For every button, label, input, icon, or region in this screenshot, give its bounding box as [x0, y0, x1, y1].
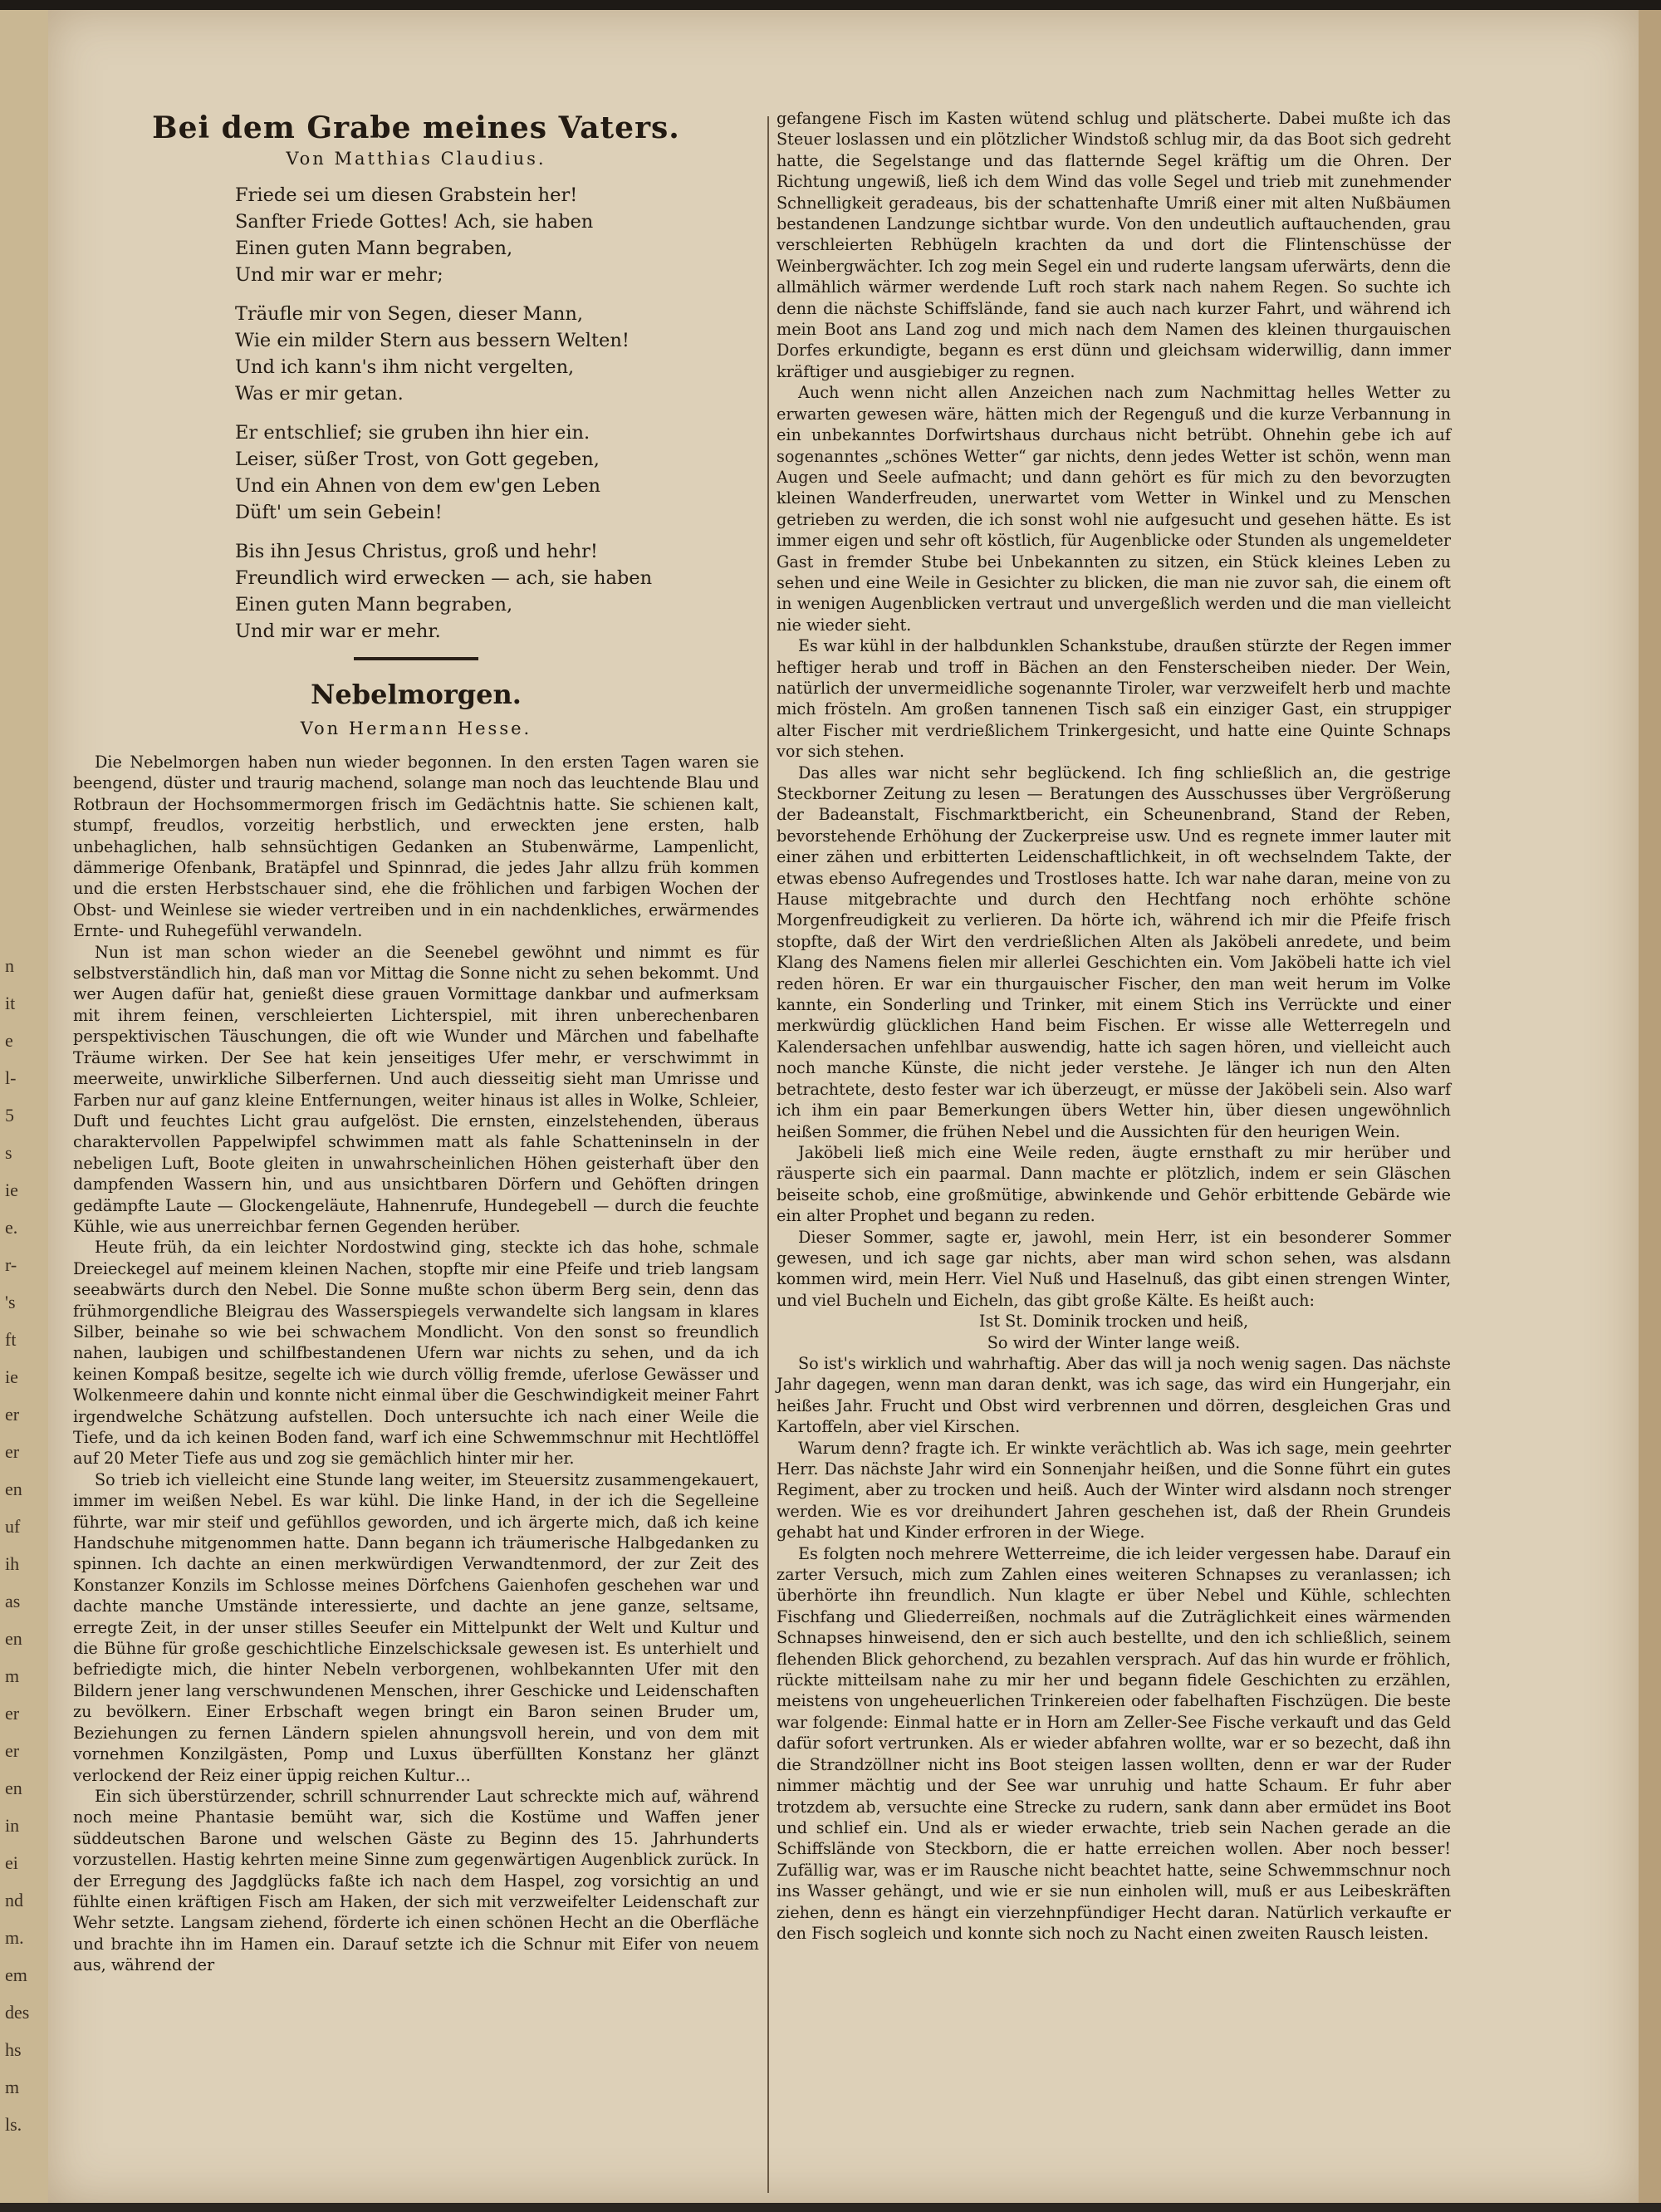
margin-fragment: it — [5, 993, 16, 1013]
poem-line: Düft' um sein Gebein! — [235, 502, 443, 523]
margin-fragment: er — [5, 1703, 20, 1724]
poem-line: Leiser, süßer Trost, von Gott gegeben, — [235, 449, 600, 470]
poem-line: Bis ihn Jesus Christus, groß und hehr! — [235, 541, 598, 562]
poem-line: Und mir war er mehr. — [235, 620, 441, 642]
margin-fragment: 's — [5, 1292, 16, 1312]
poem-line: Und ich kann's ihm nicht vergelten, — [235, 356, 575, 378]
margin-fragment: ft — [5, 1329, 17, 1350]
poem-author: Von Matthias Claudius. — [286, 149, 546, 169]
story-paragraph: Ein sich überstürzender, schrill schnurrender Laut schreckte mich auf, während noch meine Phantasie bemüht war, sich die Kostüme und Waffen jener süddeutschen Barone und welschen Gäste zu Beginn des 15. Jahrhunderts vorzustellen. Hastig kehrten meine Sinne zum gegenwärtigen Augenblick zurück. In der Erregung des Jagdglücks faßte ich nach dem Haspel, zog vorsichtig an und fühlte einen kräftigen Fisch am Haken, der sich mit verzweifelter Leidenschaft zur Wehr setzte. Langsam ziehend, förderte ich einen schönen Hecht an die Oberfläche und brachte ihn im Hamen ein. Darauf setzte ich die Schnur mit Eifer von neuem aus, während der — [73, 1786, 759, 1975]
margin-fragment: des — [5, 2002, 30, 2023]
story-paragraph: Auch wenn nicht allen Anzeichen nach zum Nachmittag helles Wetter zu erwarten gewesen wäre, hätten mich der Regenguß und die kurze Verbannung in ein unbekanntes Dorfwirtshaus durchaus nicht betrübt. Ohnehin gebe ich auf sogenanntes „schönes Wetter“ gar nichts, denn jedes Wetter ist schön, wenn man Augen und Seele aufmacht; und dann gehört es für mich zu den bevorzugten kleinen Wanderfreuden, unerwartet vom Wetter in Winkel und zu Menschen getrieben zu werden, die ich sonst wohl nie aufgesucht und gesehen hätte. Es ist immer eigen und sehr oft köstlich, für Augenblicke oder Stunden als ungemeldeter Gast in fremder Stube bei Unbekannten zu sitzen, ein Stück kleines Leben zu sehen und eine Weile in Gesichter zu blicken, die man nie zuvor sah, die einem oft in wenigen Augenblicken vertraut und unvergeßlich werden und die man vielleicht nie wieder sieht. — [777, 383, 1451, 635]
story-body-right — [777, 108, 1451, 1944]
right-column — [777, 108, 1451, 1944]
margin-fragment: nd — [5, 1890, 23, 1910]
story-paragraph: Warum denn? fragte ich. Er winkte verächtlich ab. Was ich sage, mein geehrter Herr. Das nächste Jahr wird ein Sonnenjahr heißen, und die Sonne führt ein gutes Regiment, aber zu trocken und heiß. Auch der Winter wird alsdann noch strenger werden. Wie es vor dreihundert Jahren geschehen ist, daß der Rhein Grundeis gehabt hat und Kinder erfroren in der Wiege. — [777, 1438, 1451, 1543]
margin-fragment: uf — [5, 1516, 21, 1537]
margin-fragment: en — [5, 1479, 22, 1499]
margin-fragment: ih — [5, 1553, 20, 1574]
margin-fragment: m — [5, 2077, 20, 2097]
weather-rhyme — [777, 1311, 1451, 1353]
section-divider — [354, 657, 478, 660]
margin-fragment: hs — [5, 2039, 22, 2060]
story-author: Von Hermann Hesse. — [300, 719, 532, 738]
margin-fragment: s — [5, 1142, 12, 1163]
poem-line: Und ein Ahnen von dem ew'gen Leben — [235, 475, 601, 497]
poem-stanza — [235, 301, 759, 407]
poem-stanza — [235, 419, 759, 526]
margin-fragment: n — [5, 955, 14, 976]
story-paragraph: Es war kühl in der halbdunklen Schankstube, draußen stürzte der Regen immer heftiger herab und troff in Bächen an den Fensterscheiben nieder. Der Wein, natürlich der unvermeidliche sogenannte Tiroler, war verzweifelt herb und machte mich frösteln. Am großen tannenen Tisch saß ein einziger Gast, ein struppiger alter Fischer mit verdrießlichem Trinkergesicht, und hatte eine Quinte Schnaps vor sich stehen. — [777, 636, 1451, 762]
poem-line: Und mir war er mehr; — [235, 264, 443, 286]
margin-fragment: em — [5, 1964, 27, 1985]
margin-fragment: l- — [5, 1067, 17, 1088]
story-body-left — [73, 752, 759, 1976]
story-paragraph: So ist's wirklich und wahrhaftig. Aber das will ja noch wenig sagen. Das nächste Jahr dagegen, wenn man daran denkt, was ich sage, das wird ein Hungerjahr, ein heißes Jahr. Frucht und Obst wird verbrennen und dörren, desgleichen Gras und Kartoffeln, aber viel Kirschen. — [777, 1353, 1451, 1437]
margin-fragment: en — [5, 1628, 22, 1649]
margin-fragment: ie — [5, 1366, 18, 1387]
margin-fragment: 5 — [5, 1105, 14, 1126]
poem-stanza — [235, 538, 759, 645]
story-paragraph: So trieb ich vielleicht eine Stunde lang weiter, im Steuersitz zusammengekauert, immer im weißen Nebel. Es war kühl. Die linke Hand, in der ich die Segelleine führte, war mir steif und gefühllos geworden, und ich ärgerte mich, daß ich keine Handschuhe mitgenommen hatte. Dann begann ich träumerische Halbgedanken zu spinnen. Ich dachte an einen merkwürdigen Verwandtenmord, der zur Zeit des Konstanzer Konzils im Schlosse meines Dörfchens Gaienhofen geschehen war und dachte manche Umstände interessierte, und dachte an jene ganze, seltsame, erregte Zeit, in der unser stilles Seeufer ein Mittelpunkt der Welt und Kultur und die Bühne für große geschichtliche Einzelschicksale gewesen ist. Es unterhielt und befriedigte mich, die hinter Nebeln verborgenen, wohlbekannten Ufer mit den Bildern jener lang verschwundenen Menschen, ihrer Geschicke und Leidenschaften zu bevölkern. Einer Erbschaft wegen bringt ein Baron seinen Bruder um, Beziehungen zu fernen Ländern spielen ahnungsvoll herein, und von dem mit vornehmen Konzilgästen, Pomp und Luxus überfüllten Konstanz her glänzt verlockend der Reiz einer üppig reichen Kultur… — [73, 1469, 759, 1785]
poem-line: Freundlich wird erwecken — ach, sie haben — [235, 567, 653, 589]
poem-line: Er entschlief; sie gruben ihn hier ein. — [235, 422, 590, 444]
margin-fragment: m. — [5, 1927, 24, 1948]
margin-fragment: in — [5, 1815, 20, 1836]
poem-line: Einen guten Mann begraben, — [235, 238, 513, 259]
poem-line: Wie ein milder Stern aus bessern Welten! — [235, 330, 630, 351]
story-paragraph: Das alles war nicht sehr beglückend. Ich fing schließlich an, die gestrige Steckborner Zeitung zu lesen — Beratungen des Ausschusses über Vergrößerung der Badeanstalt, Fischmarktbericht, ein Scheunenbrand, Stand der Reben, bevorstehende Erhöhung der Zuckerpreise usw. Und es regnete immer lauter mit einer zähen und erbitterten Leidenschaftlichkeit, in oft wechselndem Takte, der etwas ebenso Aufregendes und Trostloses hatte. Ich war nahe daran, meine von zu Hause mitgebrachte und durch den Hechtfang noch erhöhte schöne Morgenfreudigkeit zu verlieren. Da hörte ich, während ich mir die Pfeife frisch stopfte, daß der Wirt den verdrießlichen Alten als Jaköbeli anredete, und beim Klang des Namens fielen mir allerlei Geschichten ein. Vom Jaköbeli hatte ich viel reden hören. Er war ein thurgauischer Fischer, den man weit herum im Volke kannte, ein Sonderling und Trinker, mit einem Stich ins Verrückte und einer merkwürdig glücklichen Hand beim Fischen. Er wisse alle Wetterregeln und Kalendersachen unfehlbar auswendig, hatte ich sagen hören, und vielleicht auch noch manche Künste, die nicht jeder verstehe. Je länger ich nun den Alten betrachtete, desto fester war ich überzeugt, er müsse der Jaköbeli sein. Also warf ich ihm ein paar Bemerkungen übers Wetter hin, über diesen ungewöhnlich heißen Sommer, die frühen Nebel und die Aussichten für den heurigen Wein. — [777, 763, 1451, 1141]
margin-fragment: er — [5, 1404, 20, 1425]
margin-fragment: er — [5, 1740, 20, 1761]
story-paragraph: Heute früh, da ein leichter Nordostwind ging, steckte ich das hohe, schmale Dreieckegel auf meinem kleinen Nachen, stopfte mir eine Pfeife und trieb langsam seeabwärts durch den Nebel. Die Sonne mußte schon überm Berg sein, denn das frühmorgendliche Bleigrau des Wasserspiegels verwandelte sich langsam in klares Silber, beinahe so wie bei schwachem Mondlicht. Von den sonst so freundlich nahen, laubigen und schilfbestandenen Ufern war nichts zu sehen, und da ich keinen Kompaß besitze, segelte ich wie durch völlig fremde, uferlose Gewässer und Wolkenmeere dahin und konnte nicht einmal über die Geschwindigkeit meiner Fahrt irgendwelche Schätzung aufstellen. Doch untersuchte ich nach einer Weile die Tiefe, und da ich keinen Boden fand, warf ich eine Schwemmschnur mit Hechtlöffel auf 20 Meter Tiefe aus und zog sie gemächlich hinter mir her. — [73, 1238, 759, 1469]
poem-body — [235, 182, 759, 645]
story-paragraph: Dieser Sommer, sagte er, jawohl, mein Herr, ist ein besonderer Sommer gewesen, und ich sage gar nichts, aber man wird schon sehen, was alsdann kommen wird, mein Herr. Viel Nuß und Haselnuß, das gibt einen strengen Winter, und viel Bucheln und Eicheln, das gibt große Kälte. Es heißt auch: — [777, 1227, 1451, 1310]
margin-fragment: ei — [5, 1852, 18, 1873]
book-spine-edge — [1639, 10, 1661, 2203]
margin-fragment: as — [5, 1591, 21, 1611]
margin-fragment: e — [5, 1030, 13, 1051]
story-paragraph: gefangene Fisch im Kasten wütend schlug und plätscherte. Dabei mußte ich das Steuer loslassen und ein plötzlicher Windstoß schlug mir, da das Boot sich gedreht hatte, die Segelstange und das flatternde Segel kräftig um die Ohren. Der Richtung ungewiß, ließ ich dem Wind das volle Segel und trieb mit zunehmender Schnelligkeit geradeaus, bis der schattenhafte Umriß einer mit alten Nußbäumen bestandenen Landzunge sichtbar wurde. Von den undeutlich auftauchenden, grau verschleierten Rebhügeln krachten da und dort die Flintenschüsse der Weinbergwächter. Ich zog mein Segel ein und ruderte langsam uferwärts, denn die allmählich wärmer werdende Luft roch stark nach nahem Regen. So suchte ich denn die nächste Schiffslände, fand sie auch nach kurzer Fahrt, und während ich mein Boot ans Land zog und mich nach dem Namen des kleinen thurgauischen Dorfes erkundigte, begann es erst dünn und gleichsam widerwillig, dann immer kräftiger und ausgiebiger zu regnen. — [777, 109, 1451, 381]
poem-line: Einen guten Mann begraben, — [235, 594, 513, 616]
story-title: Nebelmorgen. — [311, 679, 522, 710]
poem-line: Friede sei um diesen Grabstein her! — [235, 184, 578, 206]
poem-stanza — [235, 182, 759, 288]
previous-page-edge — [0, 10, 48, 2203]
story-paragraph: Nun ist man schon wieder an die Seenebel gewöhnt und nimmt es für selbstverständlich hin, daß man vor Mittag die Sonne nicht zu sehen bekommt. Und wer Augen dafür hat, genießt diese grauen Vormittage dankbar und aufmerksam mit ihrem feinen, verschleierten Lichterspiel, mit ihren unberechenbaren perspektivischen Täuschungen, die oft wie Wunder und Märchen und fabelhafte Träume wirken. Der See hat kein jenseitiges Ufer mehr, er verschwimmt in meerweite, unwirkliche Silberfernen. Und auch diesseitig sieht man Umrisse und Farben nur auf ganz kleine Entfernungen, weiter hinaus ist alles in Wolke, Schleier, Duft und feuchtes Licht grau aufgelöst. Die ernsten, einzelstehenden, überaus charaktervollen Pappelwipfel schwimmen matt als fahle Schatteninseln in der nebeligen Luft, Boote gleiten in unwahrscheinlichen Höhen geisterhaft über den dampfenden Wassern hin, und aus unsichtbaren Dörfern und Gehöften dringen gedämpfte Laute — Glockengeläute, Hahnenrufe, Hundegebell — durch die feuchte Kühle, wie aus unerreichbar fernen Gegenden herüber. — [73, 942, 759, 1236]
poem-title: Bei dem Grabe meines Vaters. — [152, 110, 680, 145]
rhyme-line: So wird der Winter lange weiß. — [987, 1332, 1241, 1352]
poem-line: Sanfter Friede Gottes! Ach, sie haben — [235, 211, 594, 233]
margin-fragment: er — [5, 1441, 20, 1462]
margin-fragment: r- — [5, 1254, 17, 1275]
scanner-edge-top — [0, 0, 1661, 10]
margin-fragment: e. — [5, 1217, 18, 1238]
margin-fragment: ie — [5, 1180, 18, 1200]
margin-fragment: en — [5, 1778, 22, 1798]
column-divider — [767, 116, 769, 2193]
rhyme-line: Ist St. Dominik trocken und heiß, — [978, 1312, 1249, 1332]
poem-line: Träufle mir von Segen, dieser Mann, — [235, 303, 583, 325]
margin-fragment: m — [5, 1665, 20, 1686]
story-paragraph: Jaköbeli ließ mich eine Weile reden, äugte ernsthaft zu mir herüber und räusperte sich ein paarmal. Dann machte er plötzlich, indem er sein Gläschen beiseite schob, eine großmütige, abwinkende und Gehör erbittende Gebärde wie ein alter Prophet und begann zu reden. — [777, 1142, 1451, 1226]
left-column — [73, 87, 759, 1976]
story-paragraph: Die Nebelmorgen haben nun wieder begonnen. In den ersten Tagen waren sie beengend, düster und traurig machend, solange man noch das leuchtende Blau und Rotbraun der Hochsommermorgen frisch im Gedächtnis hatte. Sie schienen kalt, stumpf, freudlos, vorzeitig herbstlich, und erweckten jene ersten, halb unbehaglichen, halb sehnsüchtigen Gedanken an Stubenwärme, Lampenlicht, dämmerige Ofenbank, Bratäpfel und Spinnrad, die jedes Jahr allzu früh kommen und die ersten Herbstschauer sind, ehe die fröhlichen und farbigen Wochen der Obst- und Weinlese sie wieder vertreiben und in ein nachdenkliches, erwärmendes Ernte- und Ruhegefühl verwandeln. — [73, 753, 759, 941]
poem-line: Was er mir getan. — [235, 383, 404, 405]
margin-fragment: ls. — [5, 2114, 22, 2135]
story-paragraph: Es folgten noch mehrere Wetterreime, die ich leider vergessen habe. Darauf ein zarter Versuch, mich zum Zahlen eines weiteren Schnapses zu veranlassen; ich überhörte ihn freundlich. Nun klagte er über Nebel und Kühle, schlechten Fischfang und Gliederreißen, nochmals auf die Zuträglichkeit eines wärmenden Schnapses hinweisend, den er sich auch bestellte, und den ich schließlich, seinem flehenden Blick gehorchend, zu bezahlen versprach. Auf das hin wurde er fröhlich, rückte mitteilsam nahe zu mir her und begann fidele Geschichten zu erzählen, meistens von ungeheuerlichen Trinkereien oder fabelhaften Fischzügen. Die beste war folgende: Einmal hatte er in Horn am Zeller-See Fische verkauft und das Geld dafür sofort vertrunken. Als er wieder abfahren wollte, war er so bezecht, daß ihn die Strandzöllner nicht ins Boot steigen lassen wollten, denn er war der Ruder nimmer mächtig und der See war unruhig und hatte Schaum. Er fuhr aber trotzdem ab, versuchte eine Strecke zu rudern, sank dann aber ermüdet ins Boot und schlief ein. Und als er wieder erwachte, trieb sein Nachen gerade an die Schiffslände von Steckborn, die er hatte erreichen wollen. Aber noch besser! Zufällig war, was er im Rausche nicht beachtet hatte, seine Schwemmschnur noch ins Wasser gehängt, und wie er sie nun einholen will, muß er aus Leibeskräften ziehen, denn es hängt ein vierzehnpfündiger Hecht daran. Natürlich verkaufte er den Fisch sogleich und konnte sich noch zu Nacht einen zweiten Rausch leisten. — [777, 1543, 1451, 1943]
